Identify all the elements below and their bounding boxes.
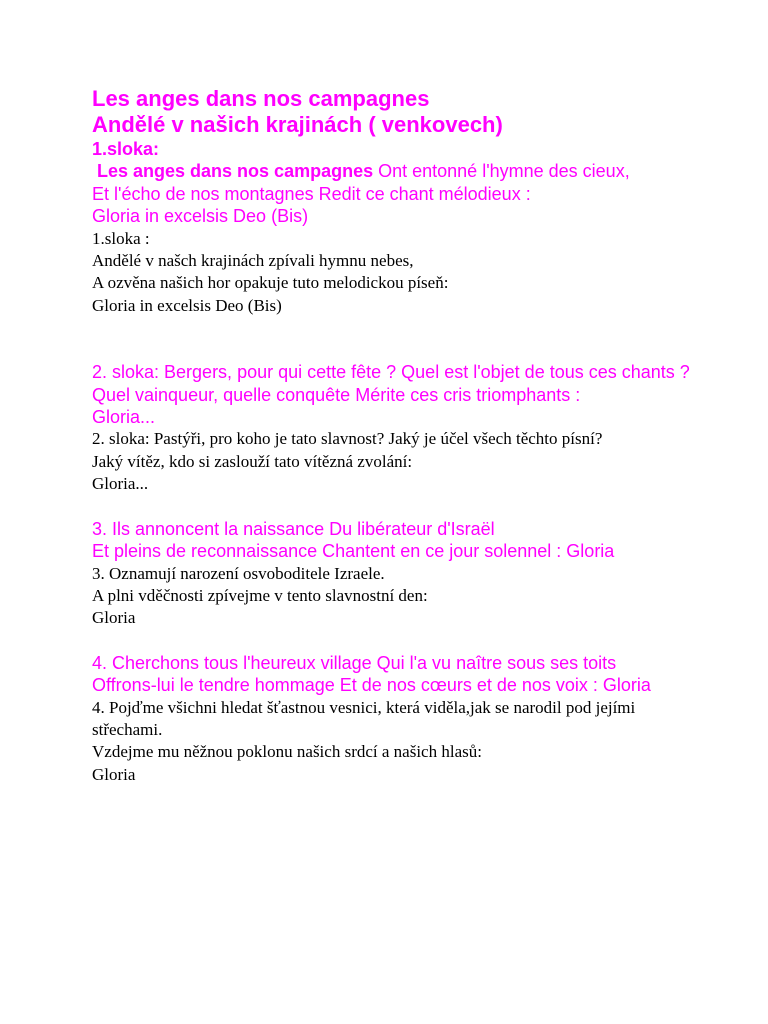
verse4-czech-line2: Vzdejme mu něžnou poklonu našich srdcí a našich hlasů: — [92, 742, 482, 762]
spacer — [92, 317, 692, 361]
verse4-czech-line3: Gloria — [92, 764, 136, 784]
verse4-french-line1: 4. Cherchons tous l'heureux village Qui l'a vu naître sous ses toits — [92, 652, 617, 673]
spacer — [92, 630, 692, 652]
verse2-french-line1: 2. sloka: Bergers, pour qui cette fête ? Quel est l'objet de tous ces chants ? — [92, 362, 690, 383]
verse1-french-line1 — [92, 160, 692, 182]
verse1-czech-line4: Gloria in excelsis Deo (Bis) — [92, 295, 282, 315]
verse1-czech-line1: 1.sloka : — [92, 228, 150, 248]
verse2-french-line3: Gloria... — [92, 407, 156, 428]
verse1-heading: 1.sloka: — [92, 139, 160, 159]
verse1-czech-line3: A ozvěna našich hor opakuje tuto melodickou píseň: — [92, 273, 449, 293]
verse4-french-line2: Offrons-lui le tendre hommage Et de nos cœurs et de nos voix : Gloria — [92, 675, 651, 696]
verse3-czech-line3: Gloria — [92, 608, 136, 628]
verse1-french-bold: Les anges dans nos campagnes — [97, 161, 374, 182]
verse3-czech-line2: A plni vděčnosti zpívejme v tento slavnostní den: — [92, 585, 428, 605]
verse1-french-line2: Et l'écho de nos montagnes Redit ce chant mélodieux : — [92, 183, 531, 204]
verse1-czech-line2: Andělé v našch krajinách zpívali hymnu nebes, — [92, 251, 414, 271]
title-french: Les anges dans nos campagnes — [92, 86, 430, 111]
verse1-french-line3: Gloria in excelsis Deo (Bis) — [92, 206, 309, 227]
verse3-czech-line1: 3. Oznamují narození osvoboditele Izraele. — [92, 563, 385, 583]
verse2-czech-line3: Gloria... — [92, 474, 149, 494]
title-czech: Andělé v našich krajinách ( venkovech) — [92, 112, 503, 137]
verse2-french-line2: Quel vainqueur, quelle conquête Mérite ces cris triomphants : — [92, 384, 581, 405]
verse2-czech-line2: Jaký vítěz, kdo si zaslouží tato vítězná zvolání: — [92, 451, 413, 471]
document-page — [92, 86, 692, 786]
spacer — [92, 496, 692, 518]
verse2-czech-line1: 2. sloka: Pastýři, pro koho je tato slavnost? Jaký je účel všech těchto písní? — [92, 429, 603, 449]
verse1-french-rest: Ont entonné l'hymne des cieux, — [373, 161, 630, 182]
verse3-french-line1: 3. Ils annoncent la naissance Du libérateur d'Israël — [92, 518, 495, 539]
verse3-french-line2: Et pleins de reconnaissance Chantent en ce jour solennel : Gloria — [92, 541, 615, 562]
verse4-czech-line1: 4. Pojďme všichni hledat šťastnou vesnici, která viděla,jak se narodil pod jejími střechami. — [92, 697, 636, 739]
